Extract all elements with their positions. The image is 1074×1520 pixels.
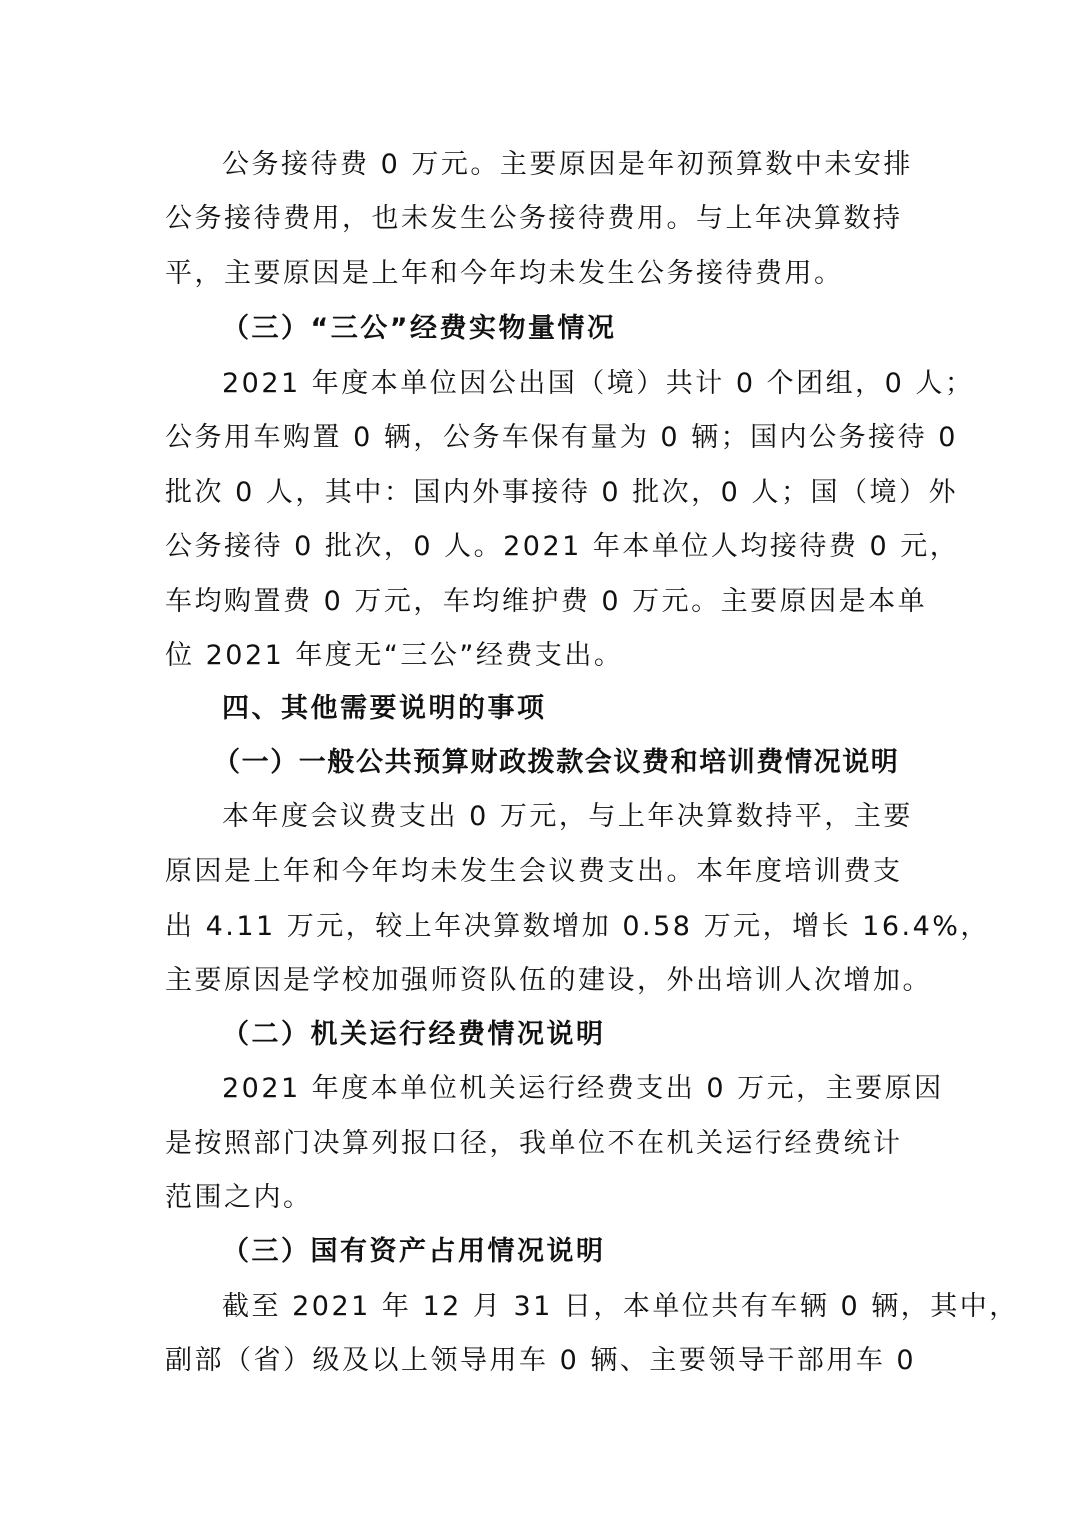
paragraph-line: 平，主要原因是上年和今年均未发生公务接待费用。	[165, 258, 844, 289]
paragraph-line: 出 4.11 万元，较上年决算数增加 0.58 万元，增长 16.4%，	[165, 911, 990, 942]
paragraph-line: 公务接待费 0 万元。主要原因是年初预算数中未安排	[222, 149, 913, 180]
paragraph-line: 批次 0 人，其中：国内外事接待 0 批次，0 人；国（境）外	[165, 477, 958, 508]
paragraph-line: 公务用车购置 0 辆，公务车保有量为 0 辆；国内公务接待 0	[165, 422, 958, 453]
paragraph-line: 原因是上年和今年均未发生会议费支出。本年度培训费支	[165, 856, 903, 887]
section-heading: （二）机关运行经费情况说明	[222, 1019, 606, 1050]
paragraph-line: 是按照部门决算列报口径，我单位不在机关运行经费统计	[165, 1128, 903, 1159]
paragraph-line: 副部（省）级及以上领导用车 0 辆、主要领导干部用车 0	[165, 1345, 917, 1376]
paragraph-line: 主要原因是学校加强师资队伍的建设，外出培训人次增加。	[165, 965, 932, 996]
paragraph-line: 公务接待 0 批次，0 人。2021 年本单位人均接待费 0 元，	[165, 531, 960, 562]
chapter-heading: 四、其他需要说明的事项	[222, 693, 547, 724]
paragraph-line: 2021 年度本单位机关运行经费支出 0 万元，主要原因	[222, 1073, 944, 1104]
paragraph-line: 本年度会议费支出 0 万元，与上年决算数持平，主要	[222, 801, 913, 832]
paragraph-line: 2021 年度本单位因公出国（境）共计 0 个团组，0 人；	[222, 368, 975, 399]
paragraph-line: 公务接待费用，也未发生公务接待费用。与上年决算数持	[165, 203, 903, 234]
section-heading: （一）一般公共预算财政拨款会议费和培训费情况说明	[213, 747, 900, 778]
section-heading: （三）国有资产占用情况说明	[222, 1236, 606, 1267]
paragraph-line: 位 2021 年度无“三公”经费支出。	[165, 640, 624, 671]
paragraph-line: 车均购置费 0 万元，车均维护费 0 万元。主要原因是本单	[165, 586, 928, 617]
paragraph-line: 截至 2021 年 12 月 31 日，本单位共有车辆 0 辆，其中，	[222, 1291, 1019, 1322]
section-heading: （三）“三公”经费实物量情况	[222, 313, 617, 344]
paragraph-line: 范围之内。	[165, 1182, 313, 1213]
